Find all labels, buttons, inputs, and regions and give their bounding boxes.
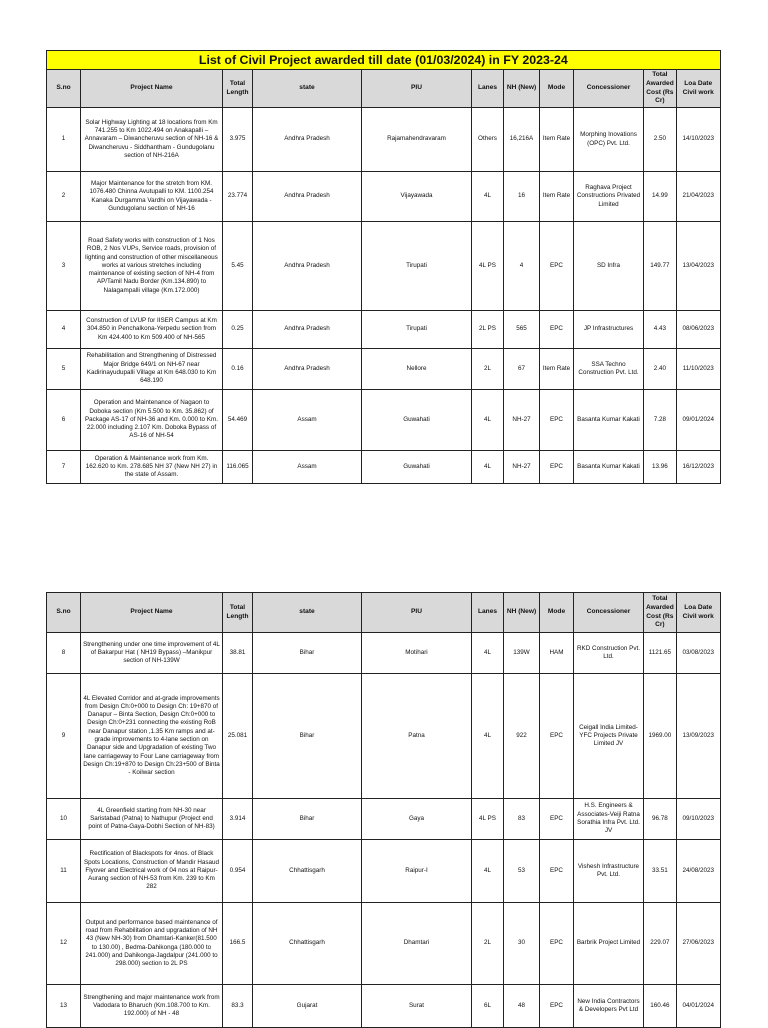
cell-cost: 229.07: [644, 903, 677, 985]
cell-piu: Tirupati: [362, 311, 472, 349]
cell-piu: Raipur-I: [362, 840, 472, 903]
table-row: [47, 674, 721, 799]
cell-project-name: Rectification of Blackspots for 4nos. of Black Spots Locations, Construction of Mandir Hasaud Flyover and Electrical work of 04 nos at Raipur-Aurang section of NH-53 from Km. 239 to Km 282: [81, 840, 223, 903]
cell-mode: EPC: [540, 311, 574, 349]
cell-lanes: 4L: [472, 451, 504, 484]
cell-cost: 1969.00: [644, 674, 677, 799]
cell-mode: EPC: [540, 674, 574, 799]
cell-sno: 5: [47, 349, 81, 390]
cell-loa-date: 08/06/2023: [676, 311, 720, 349]
cell-nh: 16,216A: [504, 108, 540, 172]
table-row: [47, 799, 721, 840]
cell-state: Bihar: [253, 674, 362, 799]
cell-project-name: Operation & Maintenance work from Km. 162.620 to Km. 278.685 NH 37 (New NH 27) in the state of Assam.: [81, 451, 223, 484]
table-row: [47, 172, 721, 222]
cell-nh: 30: [504, 903, 540, 985]
cell-loa-date: 13/09/2023: [676, 674, 720, 799]
cell-state: Chhattisgarh: [253, 903, 362, 985]
header-nh: NH (New): [504, 70, 540, 108]
cell-sno: 9: [47, 674, 81, 799]
table-header-row: [47, 593, 721, 633]
cell-mode: EPC: [540, 903, 574, 985]
cell-lanes: 4L: [472, 633, 504, 674]
cell-nh: 139W: [504, 633, 540, 674]
cell-total-length: 116.065: [223, 451, 253, 484]
cell-cost: 4.43: [644, 311, 677, 349]
cell-sno: 13: [47, 985, 81, 1028]
cell-concessioner: Ceigall India Limited-YFC Projects Private Limited JV: [574, 674, 644, 799]
cell-loa-date: 09/01/2024: [676, 390, 720, 451]
header-nh: NH (New): [504, 593, 540, 633]
cell-mode: EPC: [540, 799, 574, 840]
cell-mode: EPC: [540, 985, 574, 1028]
header-lanes: Lanes: [472, 70, 504, 108]
cell-nh: 83: [504, 799, 540, 840]
table-body-2: [47, 633, 721, 1028]
cell-concessioner: SD Infra: [574, 222, 644, 311]
cell-project-name: Strengthening and major maintenance work from Vadodara to Bharuch (Km.108.700 to Km. 192.000) of NH - 48: [81, 985, 223, 1028]
cell-concessioner: New India Contractors & Developers Pvt Ltd: [574, 985, 644, 1028]
cell-cost: 7.28: [644, 390, 677, 451]
cell-concessioner: Barbrik Project Limited: [574, 903, 644, 985]
cell-sno: 12: [47, 903, 81, 985]
header-piu: PIU: [362, 593, 472, 633]
cell-lanes: Others: [472, 108, 504, 172]
cell-sno: 6: [47, 390, 81, 451]
header-project-name: Project Name: [81, 70, 223, 108]
cell-loa-date: 21/04/2023: [676, 172, 720, 222]
cell-mode: EPC: [540, 840, 574, 903]
cell-state: Andhra Pradesh: [253, 349, 362, 390]
table-row: [47, 985, 721, 1028]
cell-total-length: 25.081: [223, 674, 253, 799]
cell-state: Chhattisgarh: [253, 840, 362, 903]
cell-cost: 2.40: [644, 349, 677, 390]
cell-total-length: 0.954: [223, 840, 253, 903]
cell-lanes: 2L: [472, 903, 504, 985]
cell-nh: 4: [504, 222, 540, 311]
cell-nh: NH-27: [504, 451, 540, 484]
cell-loa-date: 03/08/2023: [676, 633, 720, 674]
cell-loa-date: 27/06/2023: [676, 903, 720, 985]
cell-state: Bihar: [253, 633, 362, 674]
header-total-length: Total Length: [223, 593, 253, 633]
header-mode: Mode: [540, 593, 574, 633]
table-body-1: [47, 108, 721, 484]
cell-cost: 13.96: [644, 451, 677, 484]
cell-state: Andhra Pradesh: [253, 222, 362, 311]
cell-cost: 2.50: [644, 108, 677, 172]
cell-total-length: 23.774: [223, 172, 253, 222]
cell-mode: Item Rate: [540, 172, 574, 222]
header-state: state: [253, 593, 362, 633]
table-row: [47, 108, 721, 172]
cell-lanes: 4L: [472, 840, 504, 903]
cell-state: Bihar: [253, 799, 362, 840]
header-sno: S.no: [47, 593, 81, 633]
table-row: [47, 349, 721, 390]
cell-cost: 1121.65: [644, 633, 677, 674]
cell-state: Andhra Pradesh: [253, 108, 362, 172]
cell-total-length: 83.3: [223, 985, 253, 1028]
cell-state: Gujarat: [253, 985, 362, 1028]
header-loa-date: Loa Date Civil work: [676, 70, 720, 108]
cell-sno: 2: [47, 172, 81, 222]
cell-piu: Guwahati: [362, 451, 472, 484]
table-row: [47, 903, 721, 985]
cell-lanes: 4L: [472, 390, 504, 451]
cell-piu: Rajamahendravaram: [362, 108, 472, 172]
cell-total-length: 166.5: [223, 903, 253, 985]
cell-project-name: Solar Highway Lighting at 18 locations from Km 741.255 to Km 1022.494 on Anakapalli – Annavaram – Diwancheruvu section of NH-16 & Diwancheruvu - Siddhantham - Gundugolanu section of NH-216A: [81, 108, 223, 172]
header-lanes: Lanes: [472, 593, 504, 633]
cell-cost: 96.78: [644, 799, 677, 840]
cell-state: Andhra Pradesh: [253, 172, 362, 222]
cell-nh: 922: [504, 674, 540, 799]
table-row: [47, 222, 721, 311]
cell-piu: Surat: [362, 985, 472, 1028]
cell-total-length: 3.975: [223, 108, 253, 172]
header-state: state: [253, 70, 362, 108]
cell-concessioner: SSA Techno Construction Pvt. Ltd.: [574, 349, 644, 390]
cell-state: Assam: [253, 390, 362, 451]
cell-lanes: 4L PS: [472, 799, 504, 840]
header-concessioner: Concessioner: [574, 593, 644, 633]
cell-lanes: 6L: [472, 985, 504, 1028]
cell-lanes: 2L: [472, 349, 504, 390]
cell-lanes: 2L PS: [472, 311, 504, 349]
cell-sno: 1: [47, 108, 81, 172]
cell-project-name: 4L Elevated Corridor and at-grade improvements from Design Ch:0+000 to Design Ch: 19+870 of Danapur – Binta Section, Design Ch:0+000 to Design Ch:0+231 connecting the existing RoB near Danapur station ,1.35 Km ramps and at-grade improvements to 4-lane section on Danapur side and Upgradation of existing Two lane carriageway to Four Lane carriageway from Design Ch:19+870 to Design Ch:23+500 of Binta - Koilwar section: [81, 674, 223, 799]
cell-cost: 14.99: [644, 172, 677, 222]
cell-piu: Vijayawada: [362, 172, 472, 222]
cell-state: Andhra Pradesh: [253, 311, 362, 349]
header-mode: Mode: [540, 70, 574, 108]
cell-loa-date: 14/10/2023: [676, 108, 720, 172]
cell-piu: Dhamtari: [362, 903, 472, 985]
cell-concessioner: RKD Construction Pvt. Ltd.: [574, 633, 644, 674]
cell-piu: Guwahati: [362, 390, 472, 451]
cell-mode: Item Rate: [540, 349, 574, 390]
cell-project-name: Construction of LVUP for IISER Campus at Km 304.850 in Penchalkona-Yerpedu section from Km 424.400 to Km 509.400 of NH-565: [81, 311, 223, 349]
cell-nh: 16: [504, 172, 540, 222]
cell-mode: Item Rate: [540, 108, 574, 172]
cell-concessioner: Basanta Kumar Kakati: [574, 390, 644, 451]
header-concessioner: Concessioner: [574, 70, 644, 108]
cell-project-name: Major Maintenance for the stretch from KM. 1076.480 Chinna Avutupalli to KM. 1100.254 Kanaka Durgamma Vardhi on Vijayawada - Gundugolanu section of NH-16: [81, 172, 223, 222]
cell-project-name: Strengthening under one time improvement of 4L of Bakarpur Hat ( NH19 Bypass) –Manikpur section of NH-139W: [81, 633, 223, 674]
header-project-name: Project Name: [81, 593, 223, 633]
cell-total-length: 38.81: [223, 633, 253, 674]
cell-concessioner: Basanta Kumar Kakati: [574, 451, 644, 484]
page-title: List of Civil Project awarded till date (01/03/2024) in FY 2023-24: [47, 51, 721, 70]
header-total-length: Total Length: [223, 70, 253, 108]
header-loa-date: Loa Date Civil work: [676, 593, 720, 633]
cell-nh: 48: [504, 985, 540, 1028]
cell-state: Assam: [253, 451, 362, 484]
cell-concessioner: Raghava Project Constructions Privated Limited: [574, 172, 644, 222]
cell-project-name: Operation and Maintenance of Nagaon to Doboka section (Km 5.500 to Km. 35.862) of Package AS-17 of NH-36 and Km. 0.000 to Km. 22.000 including 2.107 Km. Doboka Bypass of AS-16 of NH-54: [81, 390, 223, 451]
cell-total-length: 0.16: [223, 349, 253, 390]
cell-concessioner: Vishesh Infrastructure Pvt. Ltd.: [574, 840, 644, 903]
cell-nh: NH-27: [504, 390, 540, 451]
cell-lanes: 4L PS: [472, 222, 504, 311]
cell-mode: EPC: [540, 451, 574, 484]
cell-piu: Tirupati: [362, 222, 472, 311]
cell-mode: HAM: [540, 633, 574, 674]
cell-piu: Patna: [362, 674, 472, 799]
cell-sno: 3: [47, 222, 81, 311]
cell-cost: 33.51: [644, 840, 677, 903]
cell-total-length: 5.45: [223, 222, 253, 311]
cell-cost: 160.46: [644, 985, 677, 1028]
header-cost: Total Awarded Cost (Rs Cr): [644, 593, 677, 633]
cell-mode: EPC: [540, 222, 574, 311]
cell-project-name: Road Safety works with construction of 1 Nos ROB, 2 Nos VUPs, Service roads, provision of lighting and construction of other miscellaneous works at various stretches including maintenance of existing section of NH-4 from AP/Tamil Nadu Border (Km.134.890) to Nalagampalli village (Km.172.000): [81, 222, 223, 311]
cell-lanes: 4L: [472, 172, 504, 222]
cell-sno: 11: [47, 840, 81, 903]
table-row: [47, 633, 721, 674]
cell-nh: 53: [504, 840, 540, 903]
cell-total-length: 54.469: [223, 390, 253, 451]
cell-loa-date: 16/12/2023: [676, 451, 720, 484]
project-table-1: [46, 50, 721, 484]
cell-total-length: 0.25: [223, 311, 253, 349]
cell-concessioner: JP Infrastructures: [574, 311, 644, 349]
table-row: [47, 311, 721, 349]
cell-total-length: 3.914: [223, 799, 253, 840]
cell-piu: Motihari: [362, 633, 472, 674]
cell-loa-date: 11/10/2023: [676, 349, 720, 390]
cell-project-name: 4L Greenfield starting from NH-30 near Saristabad (Patna) to Nathupur (Project end point of Patna-Gaya-Dobhi Section of NH-83): [81, 799, 223, 840]
header-sno: S.no: [47, 70, 81, 108]
cell-sno: 7: [47, 451, 81, 484]
cell-loa-date: 24/08/2023: [676, 840, 720, 903]
table-row: [47, 451, 721, 484]
cell-piu: Nellore: [362, 349, 472, 390]
cell-nh: 565: [504, 311, 540, 349]
cell-sno: 4: [47, 311, 81, 349]
cell-sno: 8: [47, 633, 81, 674]
cell-sno: 10: [47, 799, 81, 840]
cell-loa-date: 13/04/2023: [676, 222, 720, 311]
cell-lanes: 4L: [472, 674, 504, 799]
header-cost: Total Awarded Cost (Rs Cr): [644, 70, 677, 108]
cell-loa-date: 04/01/2024: [676, 985, 720, 1028]
cell-project-name: Output and performance based maintenance of road from Rehabilitation and upgradation of NH 43 (New NH-30) from Dhamtari-Kanker(81.500 to 130.00) , Bedma-Dahikonga (180.000 to 241.000) and Dahikonga-Jagdalpur (241.000 to 298.000) section to 2L PS: [81, 903, 223, 985]
cell-cost: 149.77: [644, 222, 677, 311]
cell-mode: EPC: [540, 390, 574, 451]
table-row: [47, 840, 721, 903]
table-header-row: [47, 70, 721, 108]
cell-loa-date: 09/10/2023: [676, 799, 720, 840]
cell-nh: 67: [504, 349, 540, 390]
cell-concessioner: H.S. Engineers & Associates-Veiji Ratna Sorathia Infra Pvt. Ltd. JV: [574, 799, 644, 840]
cell-piu: Gaya: [362, 799, 472, 840]
cell-concessioner: Morphing Inovations (OPC) Pvt. Ltd.: [574, 108, 644, 172]
header-piu: PIU: [362, 70, 472, 108]
cell-project-name: Rehabilitation and Strengthening of Distressed Major Bridge 649/1 on NH-67 near Kadirinayudupalli Village at Km 648.030 to Km 648.190: [81, 349, 223, 390]
project-table-2: [46, 592, 721, 1028]
table-row: [47, 390, 721, 451]
